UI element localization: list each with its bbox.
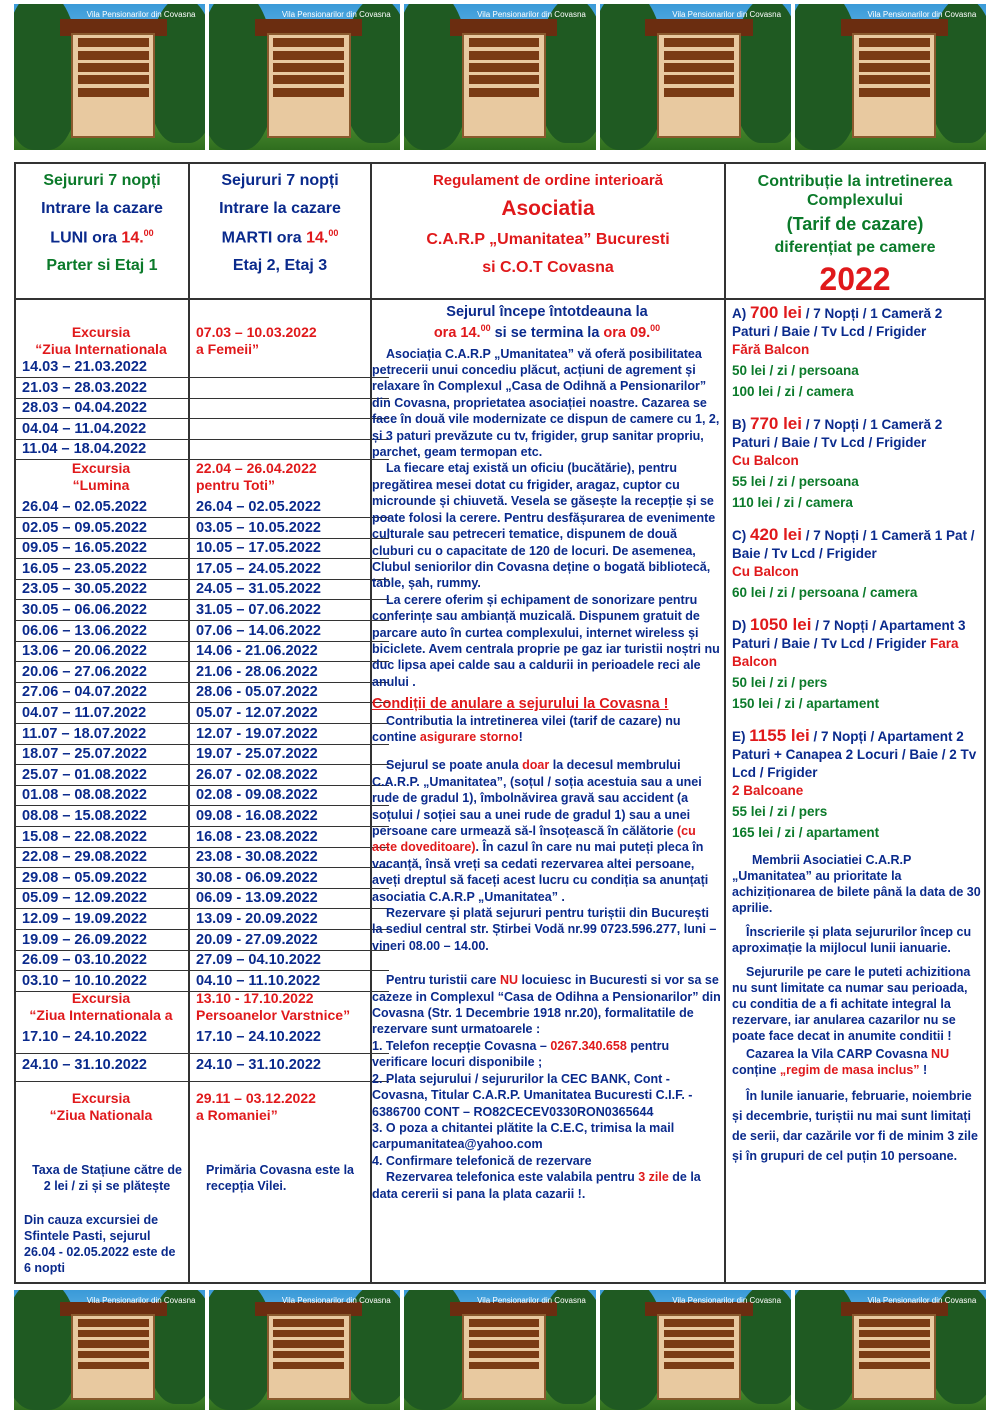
villa-photo: [600, 1290, 791, 1410]
date-row: [16, 951, 389, 971]
registration-note: Înscrierile și plata sejururilor încep cu aproximație la mijlocul lunii ianuarie.: [732, 925, 972, 955]
paragraph: Rezervarea telefonica este valabila pentru 3 zile de la data cererii si pana la plata cazarii !.: [372, 1170, 701, 1201]
tariff-a: A) 700 lei / 7 Nopți / 1 Cameră 2 Paturi / Baie / Tv Lcd / Frigider: [732, 303, 943, 339]
tuesday-stay: 26.07 - 02.08.2022: [196, 766, 318, 783]
tuesday-stay: 12.07 - 19.07.2022: [196, 725, 318, 742]
paragraph: La cerere oferim și echipament de sonorizare pentru conferințe sau ambianță muzicală. Dispunem gratuit de parcare auto în curtea complexului, internet wireless și biciclete. Avem centrala proprie pe gaz iar turistii noștri nu duc lipsa apei calde sau a caldurii in perioadele reci ale anului .: [372, 592, 720, 689]
villa-photo: [795, 4, 986, 150]
paragraph: Rezervare și plată sejururi pentru turiștii din București la sediul central str. Știrbei Vodă nr.99 0723.596.277, luni – vineri 08.00 – 14.00.: [372, 906, 717, 953]
date-row: [16, 725, 389, 745]
photo-caption: Vila Pensionarilor din Covasna: [477, 1296, 586, 1305]
tuesday-stay: 26.04 – 02.05.2022: [196, 499, 321, 515]
date-row: [16, 539, 389, 559]
villa-photo: [14, 1290, 205, 1410]
winter-note: În lunile ianuarie, februarie, noiembrie și decembrie, turiștii nu mai sunt limitați de serii, dar cazările vor fi de minim 3 zile și în grupuri de cel puțin 10 persoane.: [732, 1089, 978, 1163]
bottom-photo-strip: [14, 1290, 986, 1410]
date-row: [16, 745, 389, 765]
monday-stay: 18.07 – 25.07.2022: [22, 746, 147, 763]
tariff-b-room: 110 lei / zi / camera: [732, 495, 853, 510]
date-row: [16, 786, 389, 806]
header-year: 2022: [819, 261, 891, 297]
monday-stay: 22.08 – 29.08.2022: [22, 849, 147, 866]
tuesday-stay: 05.07 - 12.07.2022: [196, 705, 318, 721]
date-row: [16, 642, 389, 662]
town-hall-note: Primăria Covasna este la recepția Vilei.: [206, 1163, 354, 1193]
date-row: [16, 663, 389, 683]
date-row: [16, 498, 389, 518]
villa-photo: [795, 1290, 986, 1410]
monday-stay: 24.10 – 31.10.2022: [22, 1057, 147, 1073]
date-row: [16, 399, 389, 419]
building: [852, 1314, 936, 1400]
tariff-d-apartment: 150 lei / zi / apartament: [732, 696, 880, 711]
excursion-light-dates: 22.04 – 26.04.2022 pentru Toti”: [196, 460, 317, 493]
photo-caption: Vila Pensionarilor din Covasna: [672, 10, 782, 19]
tuesday-stay: 07.06 – 14.06.2022: [196, 622, 321, 639]
header-line: Asociatia: [501, 197, 595, 220]
monday-stay: 06.06 – 13.06.2022: [22, 622, 147, 639]
villa-photo: [14, 4, 205, 150]
header-line: Intrare la cazare: [41, 200, 163, 217]
villa-photo: [209, 1290, 400, 1410]
date-row: [16, 622, 389, 642]
date-row: [16, 1056, 389, 1082]
photo-caption: Vila Pensionarilor din Covasna: [281, 10, 391, 19]
tuesday-stay: 19.07 - 25.07.2022: [196, 746, 318, 763]
monday-stay: 23.05 – 30.05.2022: [22, 581, 147, 598]
date-row: [16, 807, 389, 827]
date-row: [16, 972, 389, 992]
tariff-d-person: 50 lei / zi / pers: [732, 675, 828, 690]
header-line: MARTI ora 14.00: [221, 228, 339, 247]
date-row: [16, 358, 389, 378]
monday-stay: 29.08 – 05.09.2022: [22, 869, 147, 886]
monday-stay: 14.03 – 21.03.2022: [22, 359, 147, 375]
date-row: [16, 910, 389, 930]
header-line: Etaj 2, Etaj 3: [232, 257, 328, 275]
date-row: [16, 828, 389, 848]
monday-stay: 28.03 – 04.04.2022: [22, 400, 147, 417]
tuesday-stay: 21.06 - 28.06.2022: [196, 663, 318, 680]
paragraph: Asociația C.A.R.P „Umanitatea” vă oferă posibilitatea petrecerii unui concediu plăcut, acțiuni de agrement și relaxare în Complexul „Casa de Odihnă a Pensionarilor” din Covasna, proprietatea asociației noastre. Cazarea se face în două vile modernizate ce dispun de camere cu 1, 2, și 3 paturi prevăzute cu tv, frigider, grup sanitar propriu, parchet, geam termopan etc.: [372, 346, 720, 460]
monday-stay: 26.04 – 02.05.2022: [22, 499, 147, 515]
tuesday-stay: 04.10 – 11.10.2022: [196, 972, 321, 989]
date-row: [16, 379, 389, 399]
tuesday-stay: 03.05 – 10.05.2022: [196, 519, 321, 536]
monday-stay: 16.05 – 23.05.2022: [22, 560, 147, 577]
tariff-a-balcony: Fără Balcon: [732, 342, 810, 357]
header-line: Contribuție la intretinerea Complexului: [757, 173, 953, 209]
monday-stay: 01.08 – 08.08.2022: [22, 787, 147, 804]
header-regulations: [372, 168, 724, 281]
header-line: Parter si Etaj 1: [46, 257, 158, 275]
top-photo-strip: [14, 4, 986, 150]
header-line: si C.O.T Covasna: [482, 259, 614, 276]
date-row: [16, 519, 389, 539]
header-line: C.A.R.P „Umanitatea” Bucuresti: [426, 231, 670, 248]
date-row: [16, 420, 389, 440]
date-row: [16, 869, 389, 889]
monday-stay: 20.06 – 27.06.2022: [22, 663, 147, 680]
tariff-b: B) 770 lei / 7 Nopți / 1 Cameră 2 Paturi / Baie / Tv Lcd / Frigider: [732, 414, 943, 450]
building: [657, 33, 741, 138]
cancellation-title: Condiții de anulare a sejurului la Covasna !: [372, 696, 669, 713]
header-line: (Tarif de cazare): [786, 214, 924, 234]
excursion-women-dates: 07.03 – 10.03.2022 a Femeii”: [196, 324, 317, 357]
tuesday-stay: 30.08 - 06.09.2022: [196, 869, 318, 886]
tuesday-stay: 14.06 - 21.06.2022: [196, 643, 318, 660]
tariff-b-person: 55 lei / zi / persoana: [732, 474, 859, 489]
tuesday-stay: 24.10 – 31.10.2022: [196, 1057, 321, 1073]
tuesday-stay: 17.05 – 24.05.2022: [196, 560, 321, 577]
date-row: [16, 580, 389, 600]
tariff-c: C) 420 lei / 7 Nopți / 1 Cameră 1 Pat / Baie / Tv Lcd / Frigider: [732, 525, 975, 561]
header-tariffs: [726, 168, 984, 302]
date-row: [16, 889, 389, 909]
step-3: 3. O poza a chitantei plătite la C.E.C, trimisa la mail carpumanitatea@yahoo.com: [372, 1120, 675, 1152]
monday-stay: 12.09 – 19.09.2022: [22, 911, 147, 927]
easter-note: Din cauza excursiei de Sfintele Pasti, sejurul 26.04 - 02.05.2022 este de 6 nopti: [24, 1213, 176, 1275]
date-row: [16, 440, 389, 460]
tuesday-stay: 23.08 - 30.08.2022: [196, 849, 318, 866]
tariff-a-person: 50 lei / zi / persoana: [732, 363, 859, 378]
tariff-e-apartment: 165 lei / zi / apartament: [732, 825, 880, 840]
date-row: [16, 601, 389, 621]
villa-photo: [404, 4, 595, 150]
tariff-e-balcony: 2 Balcoane: [732, 783, 804, 798]
tuesday-stay: 02.08 - 09.08.2022: [196, 787, 318, 804]
stay-hours: ora 14.00 si se termina la ora 09.00: [433, 323, 661, 342]
meals-note: Cazarea la Vila CARP Covasna NU conține „regim de masa inclus” !: [732, 1047, 950, 1077]
monday-stay: 05.09 – 12.09.2022: [22, 890, 147, 907]
photo-caption: Vila Pensionarilor din Covasna: [281, 1296, 391, 1305]
villa-photo: [209, 4, 400, 150]
resort-tax-note: Taxa de Stațiune către de 2 lei / zi și se plătește: [32, 1163, 182, 1193]
tariff-d: D) 1050 lei / 7 Nopți / Apartament 3 Paturi / Baie / Tv Lcd / Frigider Fara Balcon: [732, 615, 966, 669]
tariff-e: E) 1155 lei / 7 Nopți / Apartament 2 Paturi + Canapea 2 Locuri / Baie / 2 Tv Lcd / Frigider: [732, 726, 977, 780]
building: [462, 33, 546, 138]
paragraph: Sejurul se poate anula doar la decesul membrului C.A.R.P. „Umanitatea”, (soțul / soția acestuia sau a unei rude de gradul 1), îmbolnăvirea gravă sau accident (a soțului / soției sau a unei rude de gradul 1) sau a unei persoane care urmează să-l însoțească în călătorie (cu acte doveditoare). În cazul în care nu mai puteți pleca în vacanță, însă vreți sa cedati rezervarea altei persoane, aveți dreptul să faceți acest lucru cu condiția sa anunțați asociatia C.A.R.P „Umanitatea” .: [372, 758, 709, 904]
tariff-e-person: 55 lei / zi / pers: [732, 804, 828, 819]
monday-stay: 09.05 – 16.05.2022: [22, 540, 147, 557]
date-row: [16, 704, 389, 724]
monday-stay: 27.06 – 04.07.2022: [22, 684, 147, 701]
header-tuesday: [190, 168, 370, 279]
date-row: [16, 560, 389, 580]
monday-stay: 04.07 – 11.07.2022: [22, 705, 147, 721]
tuesday-stay: 17.10 – 24.10.2022: [196, 1029, 321, 1045]
header-line: diferențiat pe camere: [774, 239, 936, 256]
excursion-elderly-dates: 13.10 - 17.10.2022 Persoanelor Varstnice”: [196, 990, 351, 1023]
building: [657, 1314, 741, 1400]
tuesday-stay: 24.05 – 31.05.2022: [196, 581, 321, 598]
tuesday-stay: 27.09 – 04.10.2022: [196, 952, 321, 969]
building: [267, 33, 351, 138]
step-4: 4. Confirmare telefonică de rezervare: [372, 1153, 592, 1168]
villa-photo: [404, 1290, 595, 1410]
paragraph: La fiecare etaj există un oficiu (bucătărie), pentru pregătirea mesei dotat cu frigider, aragaz, cuptor cu microunde și chiuvetă. Vesela se găsește la recepție și se poate folosi la cerere. Pentru desfășurarea de evenimente culturale sau petreceri tematice, dispunem de două cluburi cu o capacitate de 120 de locuri. De asemenea, Clubul seniorilor din Covasna deține o bogată bibliotecă, table, șah, rummy.: [372, 461, 716, 591]
tuesday-stay: 31.05 – 07.06.2022: [196, 602, 321, 618]
step-2: 2. Plata sejurului / sejururilor la CEC BANK, Cont - Covasna, Titular C.A.R.P. Umanitatea Bucuresti C.I.F. - 6386700 CONT – RO82CECEV0330RON0365644: [372, 1071, 693, 1119]
photo-caption: Vila Pensionarilor din Covasna: [867, 10, 977, 19]
excursion-national-day: Excursia “Ziua Nationala: [49, 1090, 153, 1123]
building: [71, 33, 155, 138]
date-row: [16, 683, 389, 703]
photo-caption: Vila Pensionarilor din Covasna: [86, 1296, 196, 1305]
excursion-national-dates: 29.11 – 03.12.2022 a Romaniei”: [196, 1090, 316, 1123]
monday-stay: 25.07 – 01.08.2022: [22, 766, 147, 783]
header-line: Regulament de ordine interioară: [432, 172, 664, 189]
monday-stay: 21.03 – 28.03.2022: [22, 379, 147, 396]
unlimited-note: Sejururile pe care le puteti achizitiona nu sunt limitate ca numar sau perioada, cu conditia de a fi achitate integral la rezervare, iar anularea cazarilor nu se poate face decat in anumite conditii !: [732, 965, 971, 1043]
monday-stay: 17.10 – 24.10.2022: [22, 1029, 147, 1045]
monday-stay: 19.09 – 26.09.2022: [22, 931, 147, 948]
tariff-c-balcony: Cu Balcon: [732, 564, 799, 579]
header-monday: [16, 168, 188, 279]
tuesday-stay: 10.05 – 17.05.2022: [196, 540, 321, 557]
header-line: LUNI ora 14.00: [50, 228, 154, 247]
date-row: [16, 1028, 389, 1054]
paragraph: Contributia la intretinerea vilei (tarif de cazare) nu contine asigurare storno!: [372, 713, 681, 744]
regulations-text: [372, 304, 722, 1202]
excursion-elderly: Excursia “Ziua Internationala a: [29, 990, 173, 1023]
photo-caption: Vila Pensionarilor din Covasna: [672, 1296, 782, 1305]
header-line: Sejururi 7 nopți: [221, 172, 339, 189]
monday-stay: 15.08 – 22.08.2022: [22, 828, 147, 845]
tuesday-stay: 13.09 - 20.09.2022: [196, 911, 318, 927]
tariff-b-balcony: Cu Balcon: [732, 453, 799, 468]
villa-photo: [600, 4, 791, 150]
monday-stay: 26.09 – 03.10.2022: [22, 952, 147, 969]
date-row: [16, 766, 389, 786]
monday-stay: 03.10 – 10.10.2022: [22, 972, 147, 989]
tariff-c-person: 60 lei / zi / persoana / camera: [732, 585, 918, 600]
monday-stay: 08.08 – 15.08.2022: [22, 808, 147, 824]
monday-stay: 04.04 – 11.04.2022: [22, 420, 147, 437]
tuesday-stay: 28.06 - 05.07.2022: [196, 684, 318, 701]
building: [852, 33, 936, 138]
tuesday-stay: 20.09 - 27.09.2022: [196, 931, 318, 948]
photo-caption: Vila Pensionarilor din Covasna: [477, 10, 586, 19]
divider: [724, 164, 726, 1282]
header-line: Intrare la cazare: [219, 200, 341, 217]
building: [71, 1314, 155, 1400]
building: [462, 1314, 546, 1400]
excursion-women-day: Excursia “Ziua Internationala: [35, 324, 167, 357]
tuesday-stay: 09.08 - 16.08.2022: [196, 808, 318, 824]
stay-start: Sejurul începe întotdeauna la: [446, 304, 648, 320]
header-line: Sejururi 7 nopți: [43, 172, 161, 189]
tuesday-stay: 06.09 - 13.09.2022: [196, 890, 318, 907]
monday-stay: 13.06 – 20.06.2022: [22, 643, 147, 660]
tariffs-text: [732, 304, 984, 1166]
monday-stay: 11.07 – 18.07.2022: [22, 725, 147, 742]
photo-caption: Vila Pensionarilor din Covasna: [867, 1296, 977, 1305]
step-1: 1. Telefon recepție Covasna – 0267.340.658 pentru verificare locuri disponibile ;: [372, 1038, 670, 1070]
excursion-light: Excursia “Lumina: [71, 460, 131, 493]
members-priority-note: Membrii Asociatiei C.A.R.P „Umanitatea” au prioritate la achiziționarea de bilete până la data de 30 aprilie.: [732, 853, 981, 915]
date-row: [16, 848, 389, 868]
monday-stay: 02.05 – 09.05.2022: [22, 519, 147, 536]
paragraph: Pentru turistii care NU locuiesc in Bucuresti si vor sa se cazeze in Complexul “Casa de Odihna a Pensionarilor” din Covasna (Str. 1 Decembrie 1918 nr.20), formalitatile de rezervare sunt urmatoarele :: [372, 973, 721, 1037]
monday-stay: 11.04 – 18.04.2022: [22, 441, 147, 458]
monday-stay: 30.05 – 06.06.2022: [22, 602, 147, 618]
date-row: [16, 931, 389, 951]
tariff-a-room: 100 lei / zi / camera: [732, 384, 854, 399]
tuesday-stay: 16.08 - 23.08.2022: [196, 828, 318, 845]
photo-caption: Vila Pensionarilor din Covasna: [86, 10, 196, 19]
schedule-table: [14, 162, 986, 1284]
building: [267, 1314, 351, 1400]
